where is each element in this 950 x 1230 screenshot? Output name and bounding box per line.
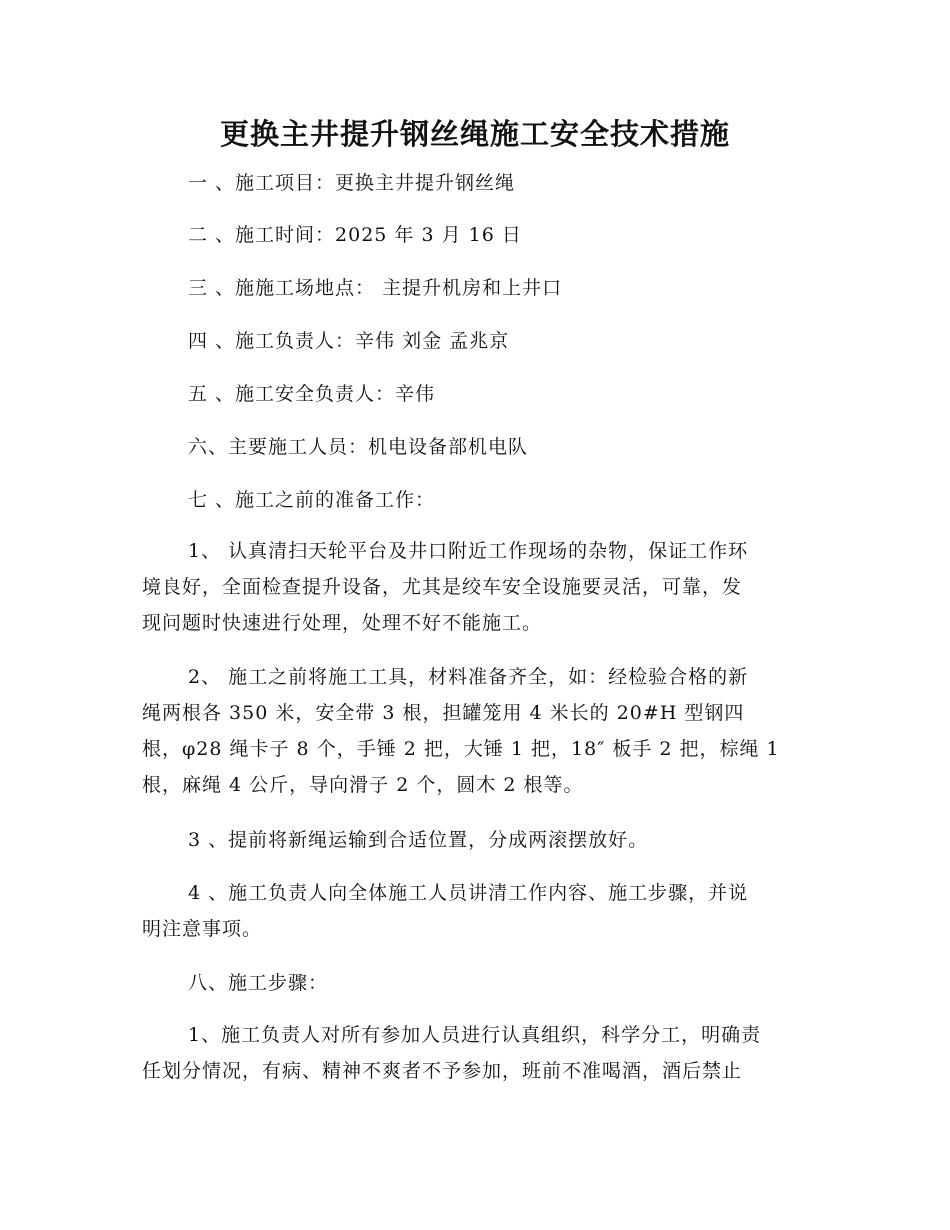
paragraph-line: 现问题时快速进行处理，处理不好不能施工。 [142,612,543,634]
paragraph-line: 4 、施工负责人向全体施工人员讲清工作内容、施工步骤，并说 [188,882,749,904]
prep-paragraph-3 [142,822,810,858]
prep-paragraph-4 [142,875,810,947]
item-person-in-charge: 四 、施工负责人：辛伟 刘金 孟兆京 [188,330,510,352]
paragraph-line: 根，麻绳 4 公斤，导向滑子 2 个，圆木 2 根等。 [142,774,584,796]
paragraph-line: 境良好，全面检查提升设备，尤其是绞车安全设施要灵活，可靠，发 [142,576,743,598]
paragraph-line: 3 、提前将新绳运输到合适位置，分成两滚摆放好。 [188,829,649,851]
paragraph-line: 任划分情况，有病、精神不爽者不予参加，班前不准喝酒，酒后禁止 [142,1060,743,1082]
paragraph-line: 1、施工负责人对所有参加人员进行认真组织，科学分工，明确责 [188,1024,762,1046]
item-preparation-heading: 七 、施工之前的准备工作： [188,489,436,511]
item-construction-time: 二 、施工时间：2025 年 3 月 16 日 [188,224,522,246]
paragraph-line: 绳两根各 350 米，安全带 3 根，担罐笼用 4 米长的 20#H 型钢四 [142,702,745,724]
paragraph-line: 1、 认真清扫天轮平台及井口附近工作现场的杂物，保证工作环 [188,540,749,562]
item-safety-officer: 五 、施工安全负责人：辛伟 [188,383,436,405]
prep-paragraph-2 [142,659,810,803]
section-steps-heading: 八、施工步骤： [188,972,329,994]
step-paragraph-1 [142,1017,810,1089]
document-title: 更换主井提升钢丝绳施工安全技术措施 [219,117,730,151]
prep-paragraph-1 [142,533,810,641]
paragraph-line: 2、 施工之前将施工工具，材料准备齐全，如：经检验合格的新 [188,666,749,688]
item-construction-project: 一 、施工项目：更换主井提升钢丝绳 [188,172,516,194]
item-construction-site: 三 、施施工场地点： 主提升机房和上井口 [188,277,563,299]
paragraph-line: 根，φ28 绳卡子 8 个，手锤 2 把，大锤 1 把，18″ 板手 2 把，棕绳 1 [142,738,780,760]
item-main-personnel: 六、主要施工人员：机电设备部机电队 [188,436,529,458]
paragraph-line: 明注意事项。 [142,918,263,940]
